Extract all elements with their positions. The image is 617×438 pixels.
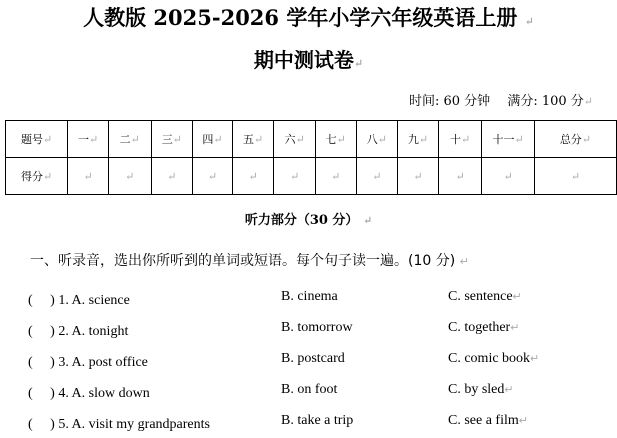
header-cell [398, 121, 439, 158]
cell-mark: ↵ [570, 169, 581, 183]
cell-mark: ↵ [503, 169, 513, 183]
option-c-wrap [448, 289, 522, 305]
score-cell[interactable] [108, 158, 151, 195]
cell-mark: ↵ [295, 133, 305, 146]
paragraph-mark: ↵ [504, 384, 514, 396]
header-row [6, 121, 617, 158]
cell-mark: ↵ [213, 133, 223, 146]
option-c: C. together [448, 320, 511, 335]
option-b: B. cinema [281, 289, 338, 304]
question-4-stem [28, 382, 150, 402]
header-label: 题号 [21, 133, 44, 146]
title-text: 人教版 2025-2026 学年小学六年级英语上册 [83, 5, 518, 30]
question-2-stem [28, 320, 128, 340]
cell-mark: ↵ [207, 169, 218, 183]
paragraph-mark: ↵ [524, 15, 534, 28]
paragraph-mark: ↵ [510, 322, 520, 334]
score-cell[interactable] [534, 158, 616, 195]
option-a: 5. A. visit my grandparents [58, 417, 210, 432]
cell-mark: ↵ [43, 170, 53, 183]
cell-mark: ↵ [125, 169, 135, 183]
answer-blank[interactable]: ( ) [28, 386, 55, 401]
score-cell[interactable] [356, 158, 398, 195]
option-c-wrap [448, 413, 528, 429]
section-text: 听力部分（30 分） [244, 213, 359, 228]
score-cell[interactable] [315, 158, 356, 195]
option-b: B. on foot [281, 382, 338, 397]
score-cell[interactable] [68, 158, 109, 195]
header-cell [534, 121, 616, 158]
cell-mark: ↵ [372, 169, 382, 183]
header-label: 五 [242, 133, 254, 146]
row-label: 得分 [21, 170, 44, 183]
instruction-text: 一、听录音，选出你所听到的单词或短语。每个句子读一遍。(10 分) [30, 253, 456, 269]
cell-mark: ↵ [331, 169, 341, 183]
cell-mark: ↵ [290, 169, 300, 183]
paragraph-mark: ↵ [583, 95, 593, 108]
paragraph-mark: ↵ [530, 353, 540, 365]
cell-mark: ↵ [83, 169, 93, 183]
option-a: 2. A. tonight [58, 324, 129, 339]
cell-mark: ↵ [248, 169, 258, 183]
header-label: 三 [161, 133, 173, 146]
header-label: 七 [325, 133, 337, 146]
paragraph-mark: ↵ [362, 214, 373, 227]
option-c: C. see a film [448, 413, 519, 428]
cell-mark: ↵ [43, 133, 53, 146]
header-label: 一 [78, 133, 90, 146]
score-cell[interactable] [193, 158, 233, 195]
question-3-stem [28, 351, 148, 371]
header-label: 九 [407, 133, 419, 146]
header-cell [6, 121, 68, 158]
score-cell[interactable] [151, 158, 193, 195]
option-b: B. postcard [281, 351, 345, 366]
option-c: C. sentence [448, 289, 513, 304]
option-c: C. by sled [448, 382, 505, 397]
score-cell[interactable] [398, 158, 439, 195]
paragraph-mark: ↵ [459, 255, 469, 268]
cell-mark: ↵ [418, 133, 429, 146]
header-label: 四 [202, 133, 214, 146]
question-1-stem [28, 289, 130, 309]
header-cell [274, 121, 316, 158]
answer-blank[interactable]: ( ) [28, 293, 55, 308]
row-label-cell [6, 158, 68, 195]
cell-mark: ↵ [413, 169, 423, 183]
meta-text: 时间: 60 分钟 满分: 100 分 [409, 94, 584, 109]
header-cell [68, 121, 109, 158]
cell-mark: ↵ [336, 133, 346, 146]
header-label: 十一 [492, 133, 515, 146]
score-cell[interactable] [482, 158, 534, 195]
header-cell [356, 121, 398, 158]
instruction [30, 250, 469, 270]
option-b: B. take a trip [281, 413, 354, 428]
cell-mark: ↵ [167, 169, 177, 183]
header-label: 总分 [559, 133, 582, 146]
header-label: 六 [284, 133, 296, 146]
paragraph-mark: ↵ [353, 57, 364, 70]
header-label: 十 [449, 133, 461, 146]
cell-mark: ↵ [377, 133, 387, 146]
header-cell [315, 121, 356, 158]
cell-mark: ↵ [253, 133, 264, 146]
document-subtitle [0, 44, 617, 73]
section-heading [0, 209, 617, 228]
answer-blank[interactable]: ( ) [28, 324, 55, 339]
option-c-wrap [448, 382, 514, 398]
paragraph-mark: ↵ [512, 291, 522, 303]
option-b: B. tomorrow [281, 320, 353, 335]
score-table [5, 120, 617, 195]
option-c: C. comic book [448, 351, 531, 366]
paragraph-mark: ↵ [518, 415, 528, 427]
cell-mark: ↵ [514, 133, 524, 146]
cell-mark: ↵ [581, 133, 592, 146]
subtitle-text: 期中测试卷 [253, 48, 354, 72]
header-label: 二 [119, 133, 131, 146]
option-a: 1. A. science [58, 293, 130, 308]
header-cell [482, 121, 534, 158]
answer-blank[interactable]: ( ) [28, 417, 55, 432]
cell-mark: ↵ [460, 133, 471, 146]
exam-meta [409, 90, 593, 109]
score-cell[interactable] [232, 158, 274, 195]
score-cell[interactable] [438, 158, 482, 195]
document-title [0, 2, 617, 32]
option-c-wrap [448, 351, 539, 367]
score-cell[interactable] [274, 158, 316, 195]
option-a: 3. A. post office [58, 355, 148, 370]
answer-blank[interactable]: ( ) [28, 355, 55, 370]
option-c-wrap [448, 320, 519, 336]
score-row [6, 158, 617, 195]
cell-mark: ↵ [172, 133, 182, 146]
question-5-stem [28, 413, 210, 433]
cell-mark: ↵ [130, 133, 140, 146]
header-cell [193, 121, 233, 158]
cell-mark: ↵ [89, 133, 99, 146]
header-label: 八 [366, 133, 378, 146]
header-cell [151, 121, 193, 158]
header-cell [438, 121, 482, 158]
option-a: 4. A. slow down [58, 386, 150, 401]
header-cell [108, 121, 151, 158]
cell-mark: ↵ [455, 169, 465, 183]
header-cell [232, 121, 274, 158]
